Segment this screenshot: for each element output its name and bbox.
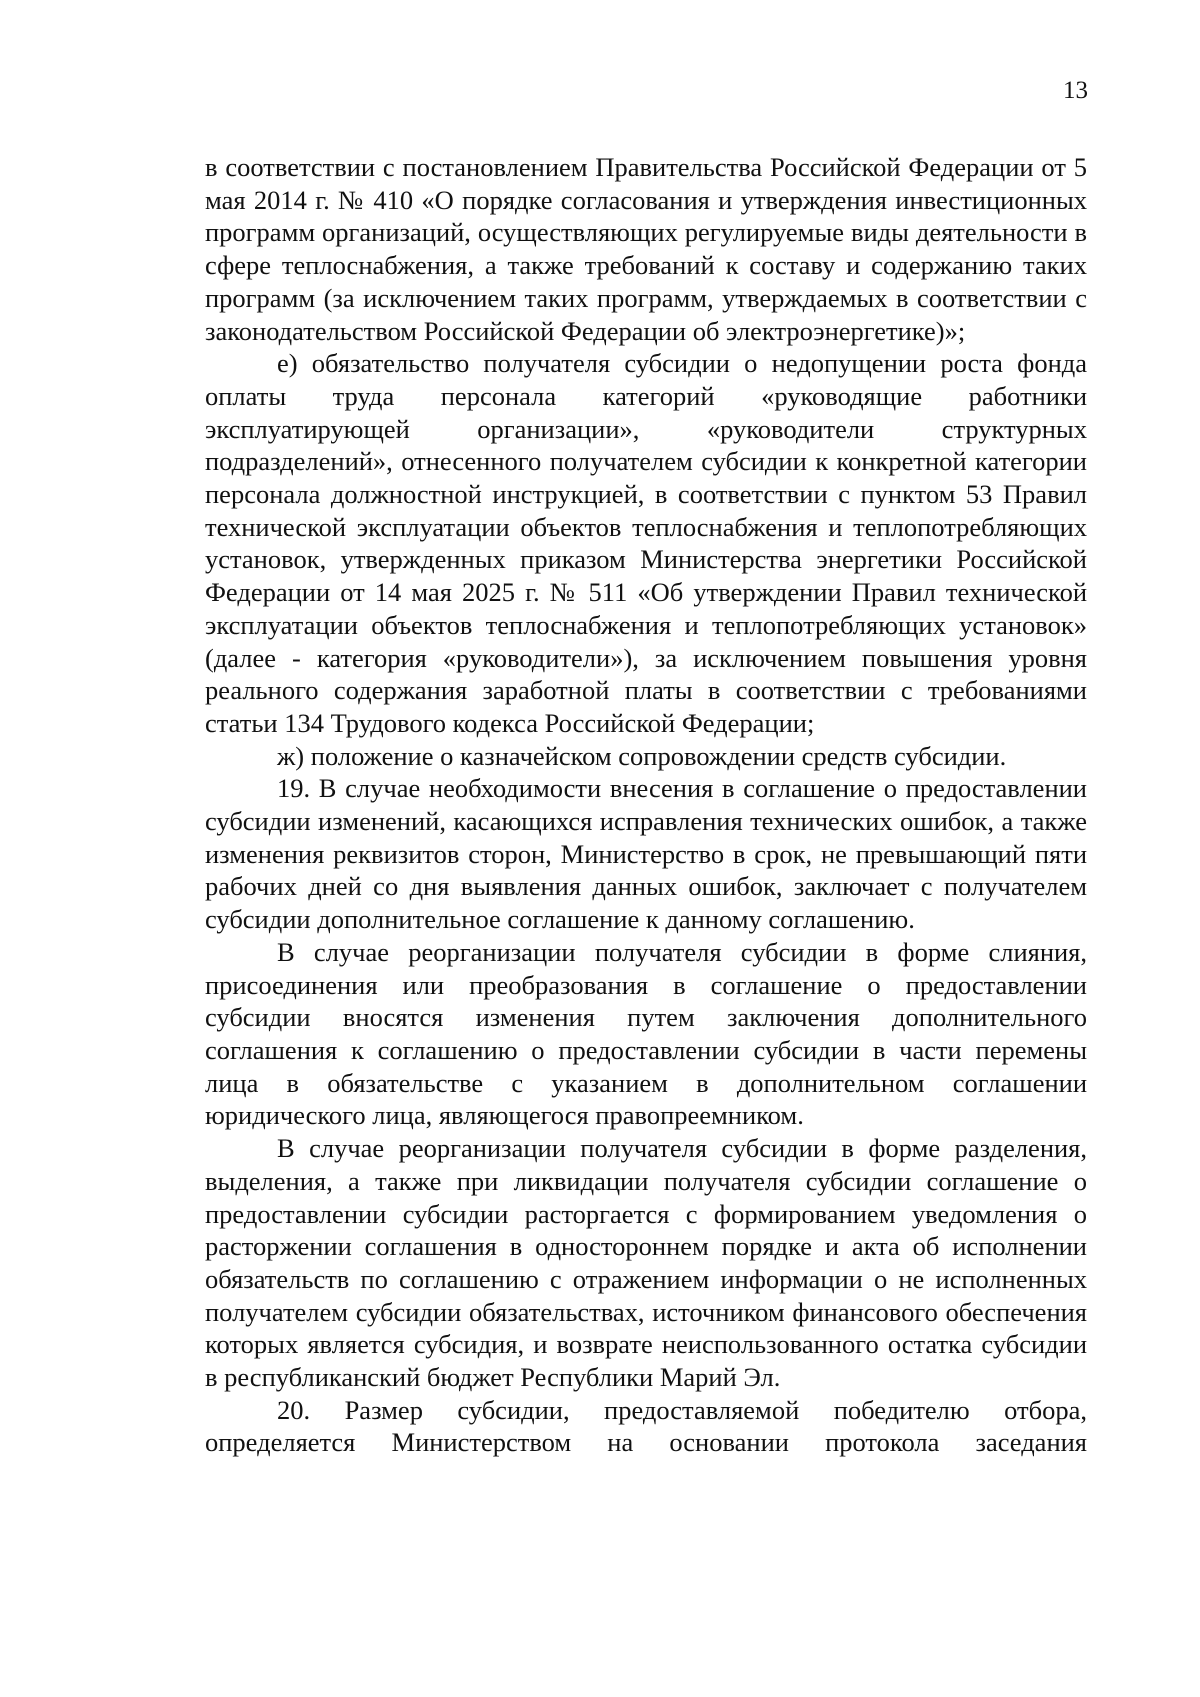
- paragraph-continuation: в соответствии с постановлением Правительства Российской Федерации от 5 мая 2014 г. № 410 «О порядке согласования и утверждения инвестиционных программ организаций, осуществляющих регулируемые виды деятельности в сфере теплоснабжения, а также требований к составу и содержанию таких программ (за исключением таких программ, утверждаемых в соответствии с законодательством Российской Федерации об электроэнергетике)»;: [205, 152, 1087, 346]
- paragraph-item-zh: ж) положение о казначейском сопровождении средств субсидии.: [277, 740, 1007, 771]
- paragraph-reorganization-merger: В случае реорганизации получателя субсидии в форме слияния, присоединения или преобразования в соглашение о предоставлении субсидии вносятся изменения путем заключения дополнительного соглашения к соглашению о предоставлении субсидии в части перемены лица в обязательстве с указанием в дополнительном соглашении юридического лица, являющегося правопреемником.: [205, 936, 1087, 1131]
- paragraph-item-e: е) обязательство получателя субсидии о недопущении роста фонда оплаты труда персонала категорий «руководящие работники эксплуатирующей организации», «руководители структурных подразделений», отнесенного получателем субсидии к конкретной категории персонала должностной инструкцией, в соответствии с пунктом 53 Правил технической эксплуатации объектов теплоснабжения и теплопотребляющих установок, утвержденных приказом Министерства энергетики Российской Федерации от 14 мая 2025 г. № 511 «Об утверждении Правил технической эксплуатации объектов теплоснабжения и теплопотребляющих установок» (далее - категория «руководители»), за исключением повышения уровня реального содержания заработной платы в соответствии с требованиями статьи 134 Трудового кодекса Российской Федерации;: [205, 348, 1087, 738]
- paragraph-clause-19: 19. В случае необходимости внесения в соглашение о предоставлении субсидии изменений, касающихся исправления технических ошибок, а также изменения реквизитов сторон, Министерство в срок, не превышающий пяти рабочих дней со дня выявления данных ошибок, заключает с получателем субсидии дополнительное соглашение к данному соглашению.: [205, 773, 1087, 935]
- page-number: 13: [1063, 77, 1088, 104]
- paragraph-clause-20: 20. Размер субсидии, предоставляемой победителю отбора, определяется Министерством на основании протокола заседания: [205, 1394, 1087, 1458]
- document-body: [205, 151, 1087, 1459]
- paragraph-reorganization-division: В случае реорганизации получателя субсидии в форме разделения, выделения, а также при ликвидации получателя субсидии соглашение о предоставлении субсидии расторгается с формированием уведомления о расторжении соглашения в одностороннем порядке и акта об исполнении обязательств по соглашению с отражением информации о не исполненных получателем субсидии обязательствах, источником финансового обеспечения которых является субсидия, и возврате неиспользованного остатка субсидии в республиканский бюджет Республики Марий Эл.: [205, 1133, 1087, 1393]
